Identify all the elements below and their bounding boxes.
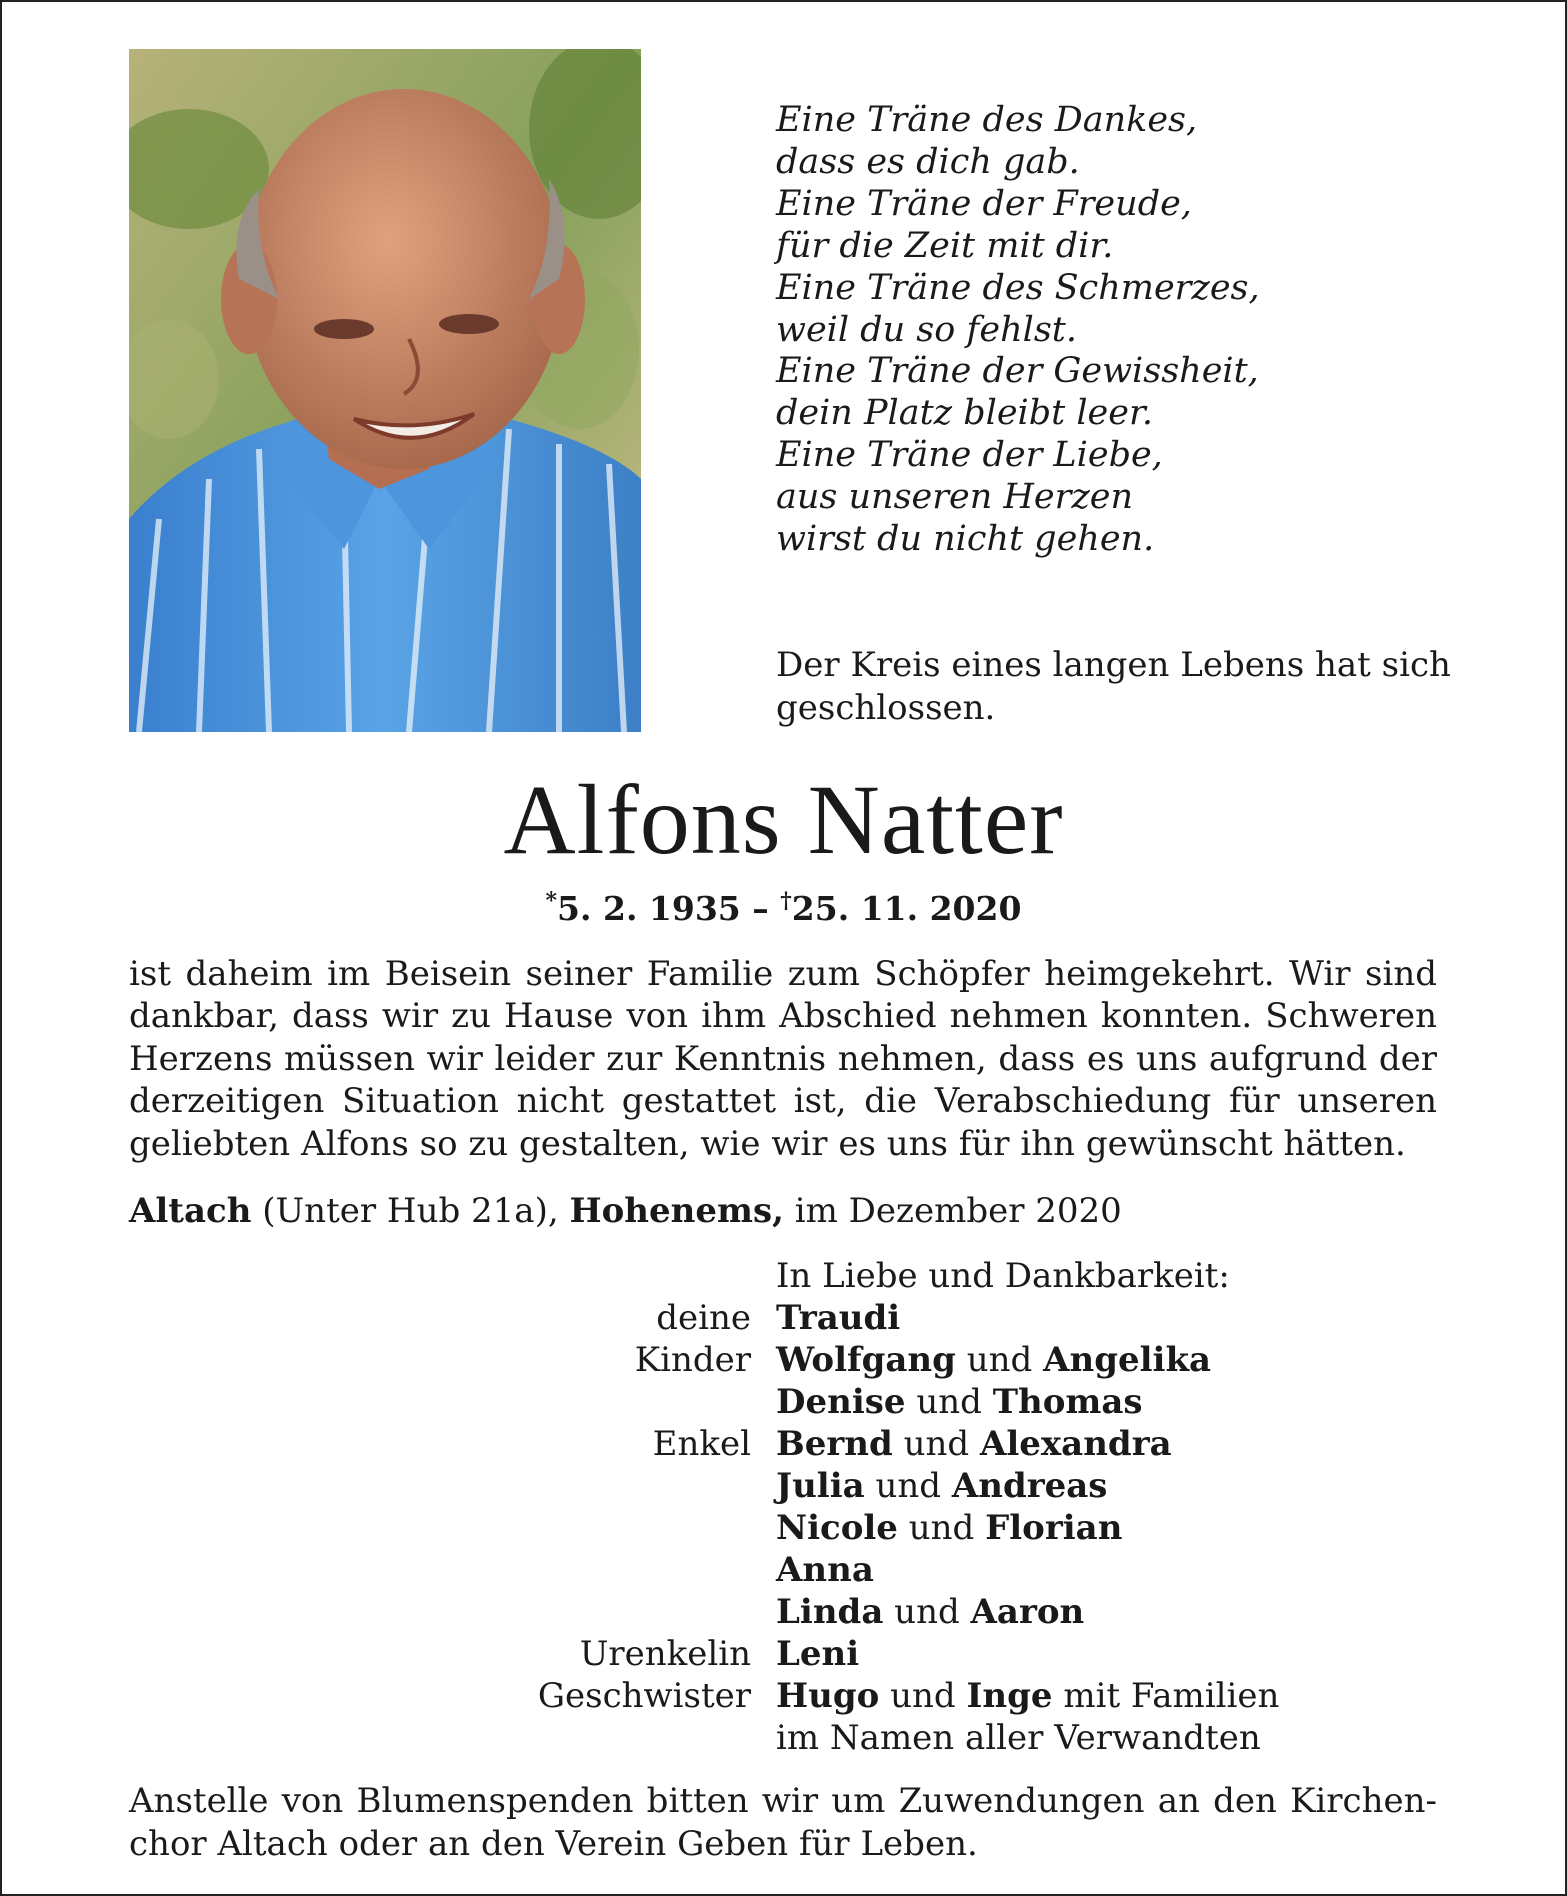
donation-note: Anstelle von Blumenspenden bitten wir um Zuwendungen an den Kirchen-chor Altach oder an den Verein Geben für Leben. <box>129 1781 1437 1864</box>
date-separator: – <box>752 889 769 928</box>
poem-line: dass es dich gab. <box>776 141 1080 182</box>
name-alexandra: Alexandra <box>979 1424 1172 1464</box>
poem-line: Eine Träne der Liebe, <box>776 435 1163 476</box>
quote-line-1: Der Kreis eines langen Lebens hat sich <box>776 645 1451 685</box>
announcement-text: ist daheim im Beisein seiner Familie zum Schöpfer heimgekehrt. Wir sind dankbar, dass wir zu Hause von ihm Abschied nehmen konnten. Schweren Herzens müssen wir leider zur Kenntnis nehmen, dass es uns aufgrund der derzeitigen Situation nicht gestattet ist, die Verabschiedung für unseren geliebten Alfons so zu gestalten, wie wir es uns für ihn gewünscht hätten. <box>129 954 1437 1164</box>
name-hugo: Hugo <box>776 1676 880 1716</box>
family-names <box>776 1297 900 1339</box>
family-label: Kinder <box>634 1340 751 1380</box>
name-denise: Denise <box>776 1382 906 1422</box>
und: und <box>883 1592 971 1632</box>
mit-familien: mit Familien <box>1052 1676 1280 1716</box>
name-bernd: Bernd <box>776 1424 893 1464</box>
family-names <box>776 1675 1279 1717</box>
name-aaron: Aaron <box>970 1592 1085 1632</box>
family-row <box>0 1717 1567 1759</box>
und: und <box>897 1508 986 1548</box>
family-row <box>0 1423 1567 1465</box>
name-leni: Leni <box>776 1634 860 1674</box>
birth-date: 5. 2. 1935 <box>557 889 741 928</box>
name-julia: Julia <box>776 1466 865 1506</box>
name-linda: Linda <box>776 1592 884 1632</box>
family-closing: im Namen aller Verwandten <box>776 1718 1261 1758</box>
birth-symbol: * <box>545 888 558 914</box>
name-thomas: Thomas <box>992 1382 1143 1422</box>
town-altach: Altach <box>129 1191 252 1231</box>
und: und <box>905 1382 993 1422</box>
family-names <box>776 1339 1211 1381</box>
name-anna: Anna <box>776 1550 874 1590</box>
und: und <box>879 1676 967 1716</box>
quote-line-2: geschlossen. <box>776 688 996 728</box>
family-names <box>776 1549 874 1591</box>
closing-quote <box>776 644 1466 730</box>
poem <box>776 100 1496 561</box>
poem-line: dein Platz bleibt leer. <box>776 393 1153 434</box>
name-angelika: Angelika <box>1043 1340 1212 1380</box>
family-label: Geschwister <box>537 1676 751 1716</box>
family-names <box>776 1591 1084 1633</box>
family-row <box>0 1465 1567 1507</box>
month-year: im Dezember 2020 <box>783 1191 1122 1231</box>
name-inge: Inge <box>966 1676 1053 1716</box>
family-label: Enkel <box>652 1424 751 1464</box>
family-names <box>776 1465 1107 1507</box>
poem-line: für die Zeit mit dir. <box>776 225 1114 266</box>
family-heading: In Liebe und Dankbarkeit: <box>776 1256 1230 1296</box>
address: (Unter Hub 21a), <box>251 1191 570 1231</box>
portrait-photo <box>129 49 641 732</box>
name-andreas: Andreas <box>951 1466 1108 1506</box>
family-row <box>0 1297 1567 1339</box>
portrait-illustration <box>129 49 641 732</box>
family-names <box>776 1507 1122 1549</box>
family-names <box>776 1381 1143 1423</box>
poem-line: wirst du nicht gehen. <box>776 519 1155 560</box>
poem-line: Eine Träne der Gewissheit, <box>776 351 1259 392</box>
poem-line: Eine Träne des Dankes, <box>776 100 1198 140</box>
und: und <box>864 1466 952 1506</box>
family-label: deine <box>656 1298 751 1338</box>
death-date: 25. 11. 2020 <box>791 889 1022 928</box>
family-row <box>0 1507 1567 1549</box>
name-florian: Florian <box>985 1508 1123 1548</box>
name-nicole: Nicole <box>776 1508 898 1548</box>
life-dates <box>0 880 1567 930</box>
death-symbol: † <box>780 888 792 914</box>
und: und <box>892 1424 980 1464</box>
family-names <box>776 1423 1172 1465</box>
town-hohenems: Hohenems, <box>569 1191 784 1231</box>
deceased-name: Alfons Natter <box>503 764 1064 875</box>
name-wolfgang: Wolfgang <box>776 1340 956 1380</box>
family-row <box>0 1381 1567 1423</box>
family-row <box>0 1339 1567 1381</box>
name-traudi: Traudi <box>776 1298 901 1338</box>
family-names <box>776 1633 859 1675</box>
poem-line: Eine Träne der Freude, <box>776 183 1192 224</box>
poem-line: Eine Träne des Schmerzes, <box>776 267 1260 308</box>
und: und <box>955 1340 1044 1380</box>
place-date-line <box>129 1190 1437 1232</box>
family-row <box>0 1549 1567 1591</box>
family-row <box>0 1675 1567 1717</box>
poem-line: aus unseren Herzen <box>776 477 1134 518</box>
family-label: Urenkelin <box>579 1634 751 1674</box>
poem-line: weil du so fehlst. <box>776 309 1077 350</box>
family-row <box>0 1633 1567 1675</box>
family-row <box>0 1591 1567 1633</box>
